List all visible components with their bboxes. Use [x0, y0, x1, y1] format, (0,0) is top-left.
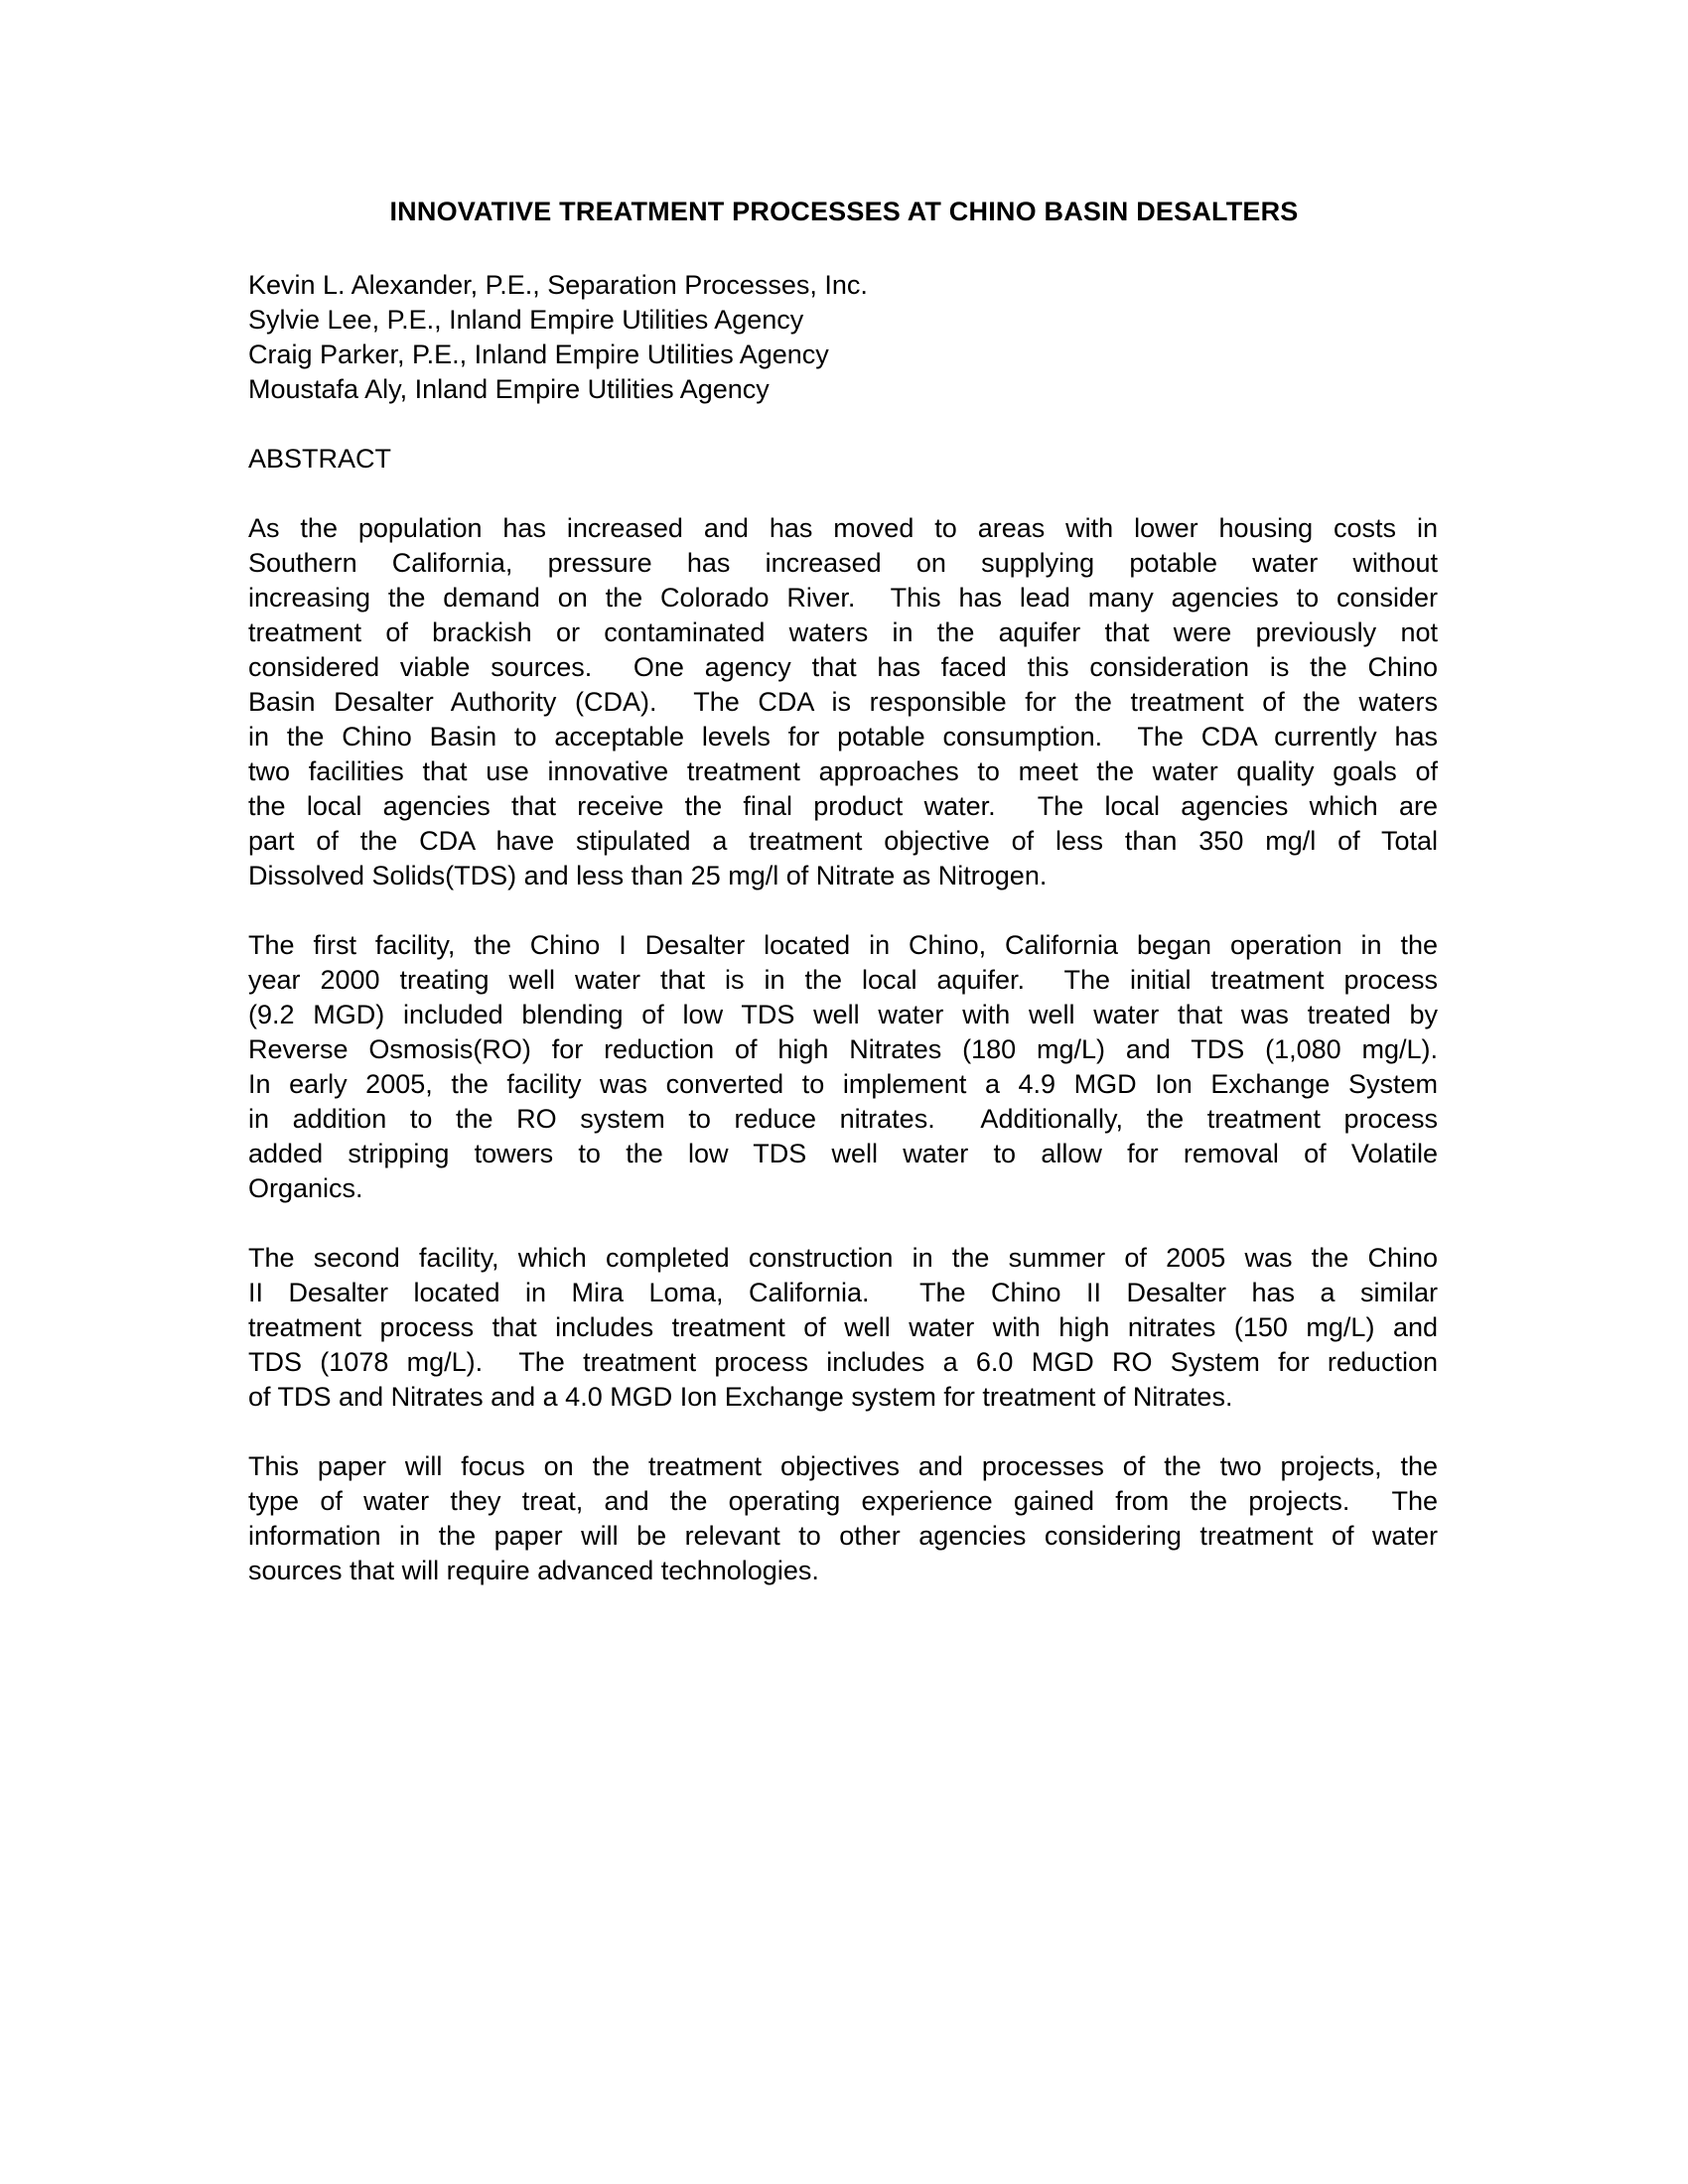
- paragraph-line: the local agencies that receive the final product water. The local agencies which are: [248, 791, 1438, 821]
- paragraph-line: increasing the demand on the Colorado River. This has lead many agencies to consider: [248, 583, 1438, 613]
- abstract-heading: ABSTRACT: [248, 444, 392, 474]
- paragraph-line: two facilities that use innovative treatment approaches to meet the water quality goals of: [248, 756, 1438, 786]
- paragraph-line: TDS (1078 mg/L). The treatment process includes a 6.0 MGD RO System for reduction: [248, 1347, 1438, 1377]
- paragraph-line: The second facility, which completed construction in the summer of 2005 was the Chino: [248, 1243, 1438, 1273]
- paragraph-line: part of the CDA have stipulated a treatment objective of less than 350 mg/l of Total: [248, 826, 1438, 856]
- author-list: [248, 268, 1438, 407]
- paragraph-line: (9.2 MGD) included blending of low TDS well water with well water that was treated by: [248, 1000, 1438, 1029]
- paragraph-line: sources that will require advanced technologies.: [248, 1556, 819, 1585]
- paragraph-line: This paper will focus on the treatment objectives and processes of the two projects, the: [248, 1451, 1438, 1481]
- author-line: Sylvie Lee, P.E., Inland Empire Utilities Agency: [248, 305, 804, 335]
- paragraph-line: treatment of brackish or contaminated waters in the aquifer that were previously not: [248, 617, 1438, 647]
- abstract-paragraph: [248, 511, 1438, 893]
- abstract-paragraph: [248, 928, 1438, 1206]
- paragraph-line: Organics.: [248, 1173, 363, 1203]
- paragraph-line: in the Chino Basin to acceptable levels for potable consumption. The CDA currently has: [248, 722, 1438, 751]
- page-content: [248, 268, 1438, 1588]
- paragraph-line: II Desalter located in Mira Loma, California. The Chino II Desalter has a similar: [248, 1278, 1438, 1307]
- paragraph-line: in addition to the RO system to reduce nitrates. Additionally, the treatment process: [248, 1104, 1438, 1134]
- paragraph-line: Southern California, pressure has increased on supplying potable water without: [248, 548, 1438, 578]
- paragraph-line: The first facility, the Chino I Desalter located in Chino, California began operation in the: [248, 930, 1438, 960]
- paragraph-line: of TDS and Nitrates and a 4.0 MGD Ion Exchange system for treatment of Nitrates.: [248, 1382, 1233, 1412]
- abstract-paragraph: [248, 1241, 1438, 1415]
- abstract-paragraph: [248, 1449, 1438, 1588]
- author-line: Craig Parker, P.E., Inland Empire Utilities Agency: [248, 340, 829, 369]
- paragraph-line: year 2000 treating well water that is in the local aquifer. The initial treatment process: [248, 965, 1438, 995]
- paragraph-line: considered viable sources. One agency that has faced this consideration is the Chino: [248, 652, 1438, 682]
- paragraph-line: Reverse Osmosis(RO) for reduction of high Nitrates (180 mg/L) and TDS (1,080 mg/L).: [248, 1034, 1438, 1064]
- author-line: Moustafa Aly, Inland Empire Utilities Agency: [248, 374, 770, 404]
- paragraph-line: Basin Desalter Authority (CDA). The CDA is responsible for the treatment of the waters: [248, 687, 1438, 717]
- paragraph-line: type of water they treat, and the operating experience gained from the projects. The: [248, 1486, 1438, 1516]
- paragraph-line: As the population has increased and has moved to areas with lower housing costs in: [248, 513, 1438, 543]
- author-line: Kevin L. Alexander, P.E., Separation Processes, Inc.: [248, 270, 868, 300]
- paragraph-line: treatment process that includes treatment of well water with high nitrates (150 mg/L) and: [248, 1312, 1438, 1342]
- paragraph-line: added stripping towers to the low TDS well water to allow for removal of Volatile: [248, 1139, 1438, 1168]
- paragraph-line: Dissolved Solids(TDS) and less than 25 mg/l of Nitrate as Nitrogen.: [248, 861, 1048, 890]
- paragraph-line: In early 2005, the facility was converted to implement a 4.9 MGD Ion Exchange System: [248, 1069, 1438, 1099]
- paragraph-line: information in the paper will be relevant to other agencies considering treatment of water: [248, 1521, 1438, 1551]
- paper-title: INNOVATIVE TREATMENT PROCESSES AT CHINO BASIN DESALTERS: [389, 197, 1299, 226]
